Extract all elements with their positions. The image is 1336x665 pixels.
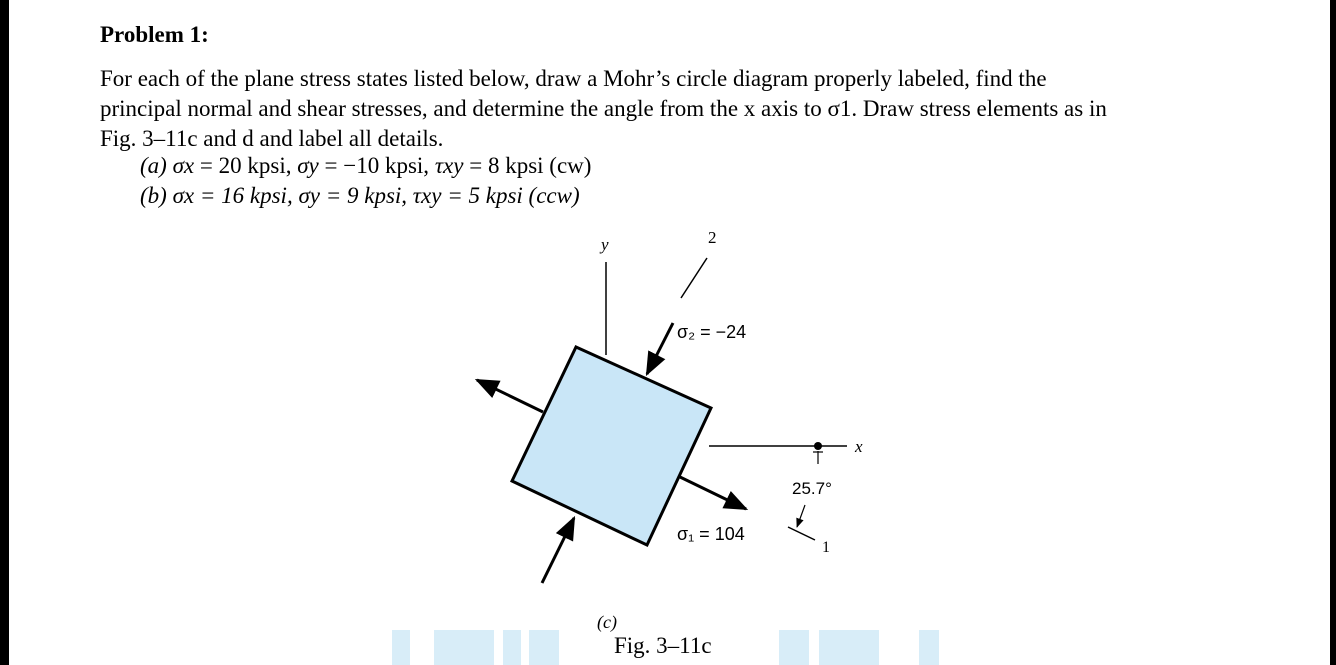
axis-1-label: 1 [822, 539, 830, 556]
angle-label: 25.7° [792, 479, 832, 498]
panel-label: (c) [597, 612, 617, 632]
item-a-sigma-x: σx [172, 153, 195, 178]
x-axis-label: x [855, 437, 863, 456]
item-a-label: (a) [140, 153, 167, 178]
stress-element-figure [9, 0, 1330, 665]
document-page [9, 0, 1330, 665]
statement-line-3: Fig. 3–11c and d and label all details. [100, 126, 444, 151]
problem-title: Problem 1: [100, 22, 209, 47]
sigma2-label: σ₂ = −24 [677, 322, 747, 342]
stress-element [512, 347, 711, 545]
statement-line-1: For each of the plane stress states listed below, draw a Mohr’s circle diagram properly labeled, find the [100, 66, 1047, 91]
item-b-text: (b) σx = 16 kpsi, σy = 9 kpsi, τxy = 5 kpsi (ccw) [140, 183, 580, 208]
x-axis-origin-dot [814, 442, 822, 450]
axis-2-line [681, 258, 707, 298]
figure-caption: Fig. 3–11c [614, 633, 712, 658]
item-a-tau-xy: τxy [434, 153, 464, 178]
axis-1-line [788, 527, 815, 540]
statement-line-2: principal normal and shear stresses, and determine the angle from the x axis to σ1. Draw stress elements as in [100, 96, 1107, 121]
y-axis-label: y [601, 235, 609, 254]
axis-2-label: 2 [708, 228, 717, 247]
item-a-sigma-y: σy [297, 153, 319, 178]
item-a-value-1: = 20 kpsi, [194, 153, 298, 178]
sigma1-arrow-right [680, 477, 746, 509]
item-a-value-2: = −10 kpsi, [318, 153, 435, 178]
sigma1-label: σ₁ = 104 [677, 524, 745, 544]
item-a-value-3: = 8 kpsi (cw) [463, 153, 592, 178]
sigma2-arrow-bottom [542, 518, 574, 583]
sigma2-arrow-top [647, 323, 673, 374]
sigma1-arrow-left [477, 380, 543, 412]
angle-arrow [797, 505, 805, 527]
